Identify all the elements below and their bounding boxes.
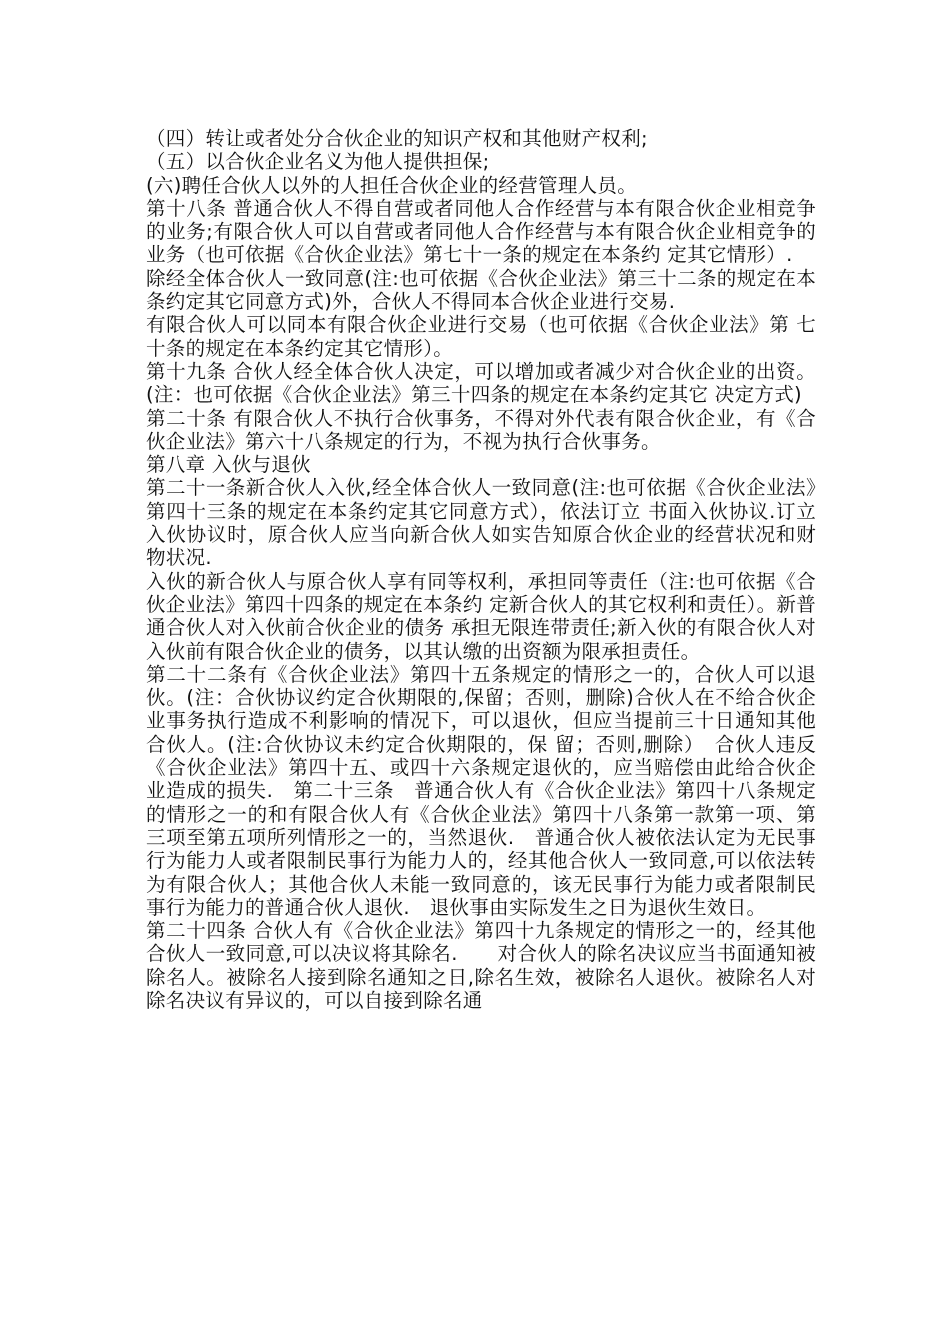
paragraph-item-4: （四）转让或者处分合伙企业的知识产权和其他财产权利; <box>146 127 648 150</box>
article-20: 第二十条 有限合伙人不执行合伙事务，不得对外代表有限合伙企业，有《合伙企业法》第六十八条规定的行为，不视为执行合伙事务。 <box>146 406 816 453</box>
chapter-8-heading: 第八章 入伙与退伙 <box>146 453 311 477</box>
article-24: 第二十四条 合伙人有《合伙企业法》第四十九条规定的情形之一的，经其他合伙人一致同意,可以决议将其除名. 对合伙人的除名决议应当书面通知被除名人。被除名人接到除名通知之日,除名生效，被除名人退伙。被除名人对除名决议有异议的，可以自接到除名通 <box>146 919 816 1012</box>
document-page <box>146 127 816 1012</box>
article-22-23: 第二十二条有《合伙企业法》第四十五条规定的情形之一的，合伙人可以退伙。(注：合伙协议约定合伙期限的,保留；否则，删除)合伙人在不给合伙企业事务执行造成不利影响的情况下，可以退伙，但应当提前三十日通知其他合伙人。(注:合伙协议未约定合伙期限的，保 留；否则,删除） 合伙人违反《合伙企业法》第四十五、或四十六条规定退伙的，应当赔偿由此给合伙企业造成的损失. 第二十三条 普通合伙人有《合伙企业法》第四十八条规定的情形之一的和有限合伙人有《合伙企业法》第四十八条第一款第一项、第三项至第五项所列情形之一的，当然退伙. 普通合伙人被依法认定为无民事行为能力人或者限制民事行为能力人的，经其他合伙人一致同意,可以依法转为有限合伙人；其他合伙人未能一致同意的，该无民事行为能力或者限制民事行为能力的普通合伙人退伙. 退伙事由实际发生之日为退伙生效日。 <box>146 662 816 919</box>
article-18-transaction-consent: 除经全体合伙人一致同意(注:也可依据《合伙企业法》第三十二条的规定在本条约定其它同意方式)外，合伙人不得同本合伙企业进行交易. <box>146 266 816 314</box>
article-18-limited-partner-transaction: 有限合伙人可以同本有限合伙企业进行交易（也可依据《合伙企业法》第 七十条的规定在本条约定其它情形）。 <box>146 313 816 360</box>
paragraph-item-5: （五）以合伙企业名义为他人提供担保; <box>146 150 490 174</box>
article-18: 第十八条 普通合伙人不得自营或者同他人合作经营与本有限合伙企业相竞争的业务;有限合伙人可以自营或者同他人合作经营与本有限合伙企业相竞争的业务（也可依据《合伙企业法》第七十一条的规定在本条约 定其它情形）. <box>146 196 816 267</box>
article-21: 第二十一条新合伙人入伙,经全体合伙人一致同意(注:也可依据《合伙企业法》第四十三条的规定在本条约定其它同意方式），依法订立 书面入伙协议.订立入伙协议时，原合伙人应当向新合伙人如实告知原合伙企业的经营状况和财物状况. <box>146 476 816 570</box>
paragraph-item-6: (六)聘任合伙人以外的人担任合伙企业的经营管理人员。 <box>146 173 638 197</box>
article-21-rights: 入伙的新合伙人与原合伙人享有同等权利，承担同等责任（注:也可依据《合伙企业法》第四十四条的规定在本条约 定新合伙人的其它权利和责任）。新普通合伙人对入伙前合伙企业的债务 承担无限连带责任;新入伙的有限合伙人对入伙前有限合伙企业的债务，以其认缴的出资额为限承担责任。 <box>146 569 816 663</box>
article-19: 第十九条 合伙人经全体合伙人决定，可以增加或者减少对合伙企业的出资。(注：也可依据《合伙企业法》第三十四条的规定在本条约定其它 决定方式) <box>146 359 816 407</box>
